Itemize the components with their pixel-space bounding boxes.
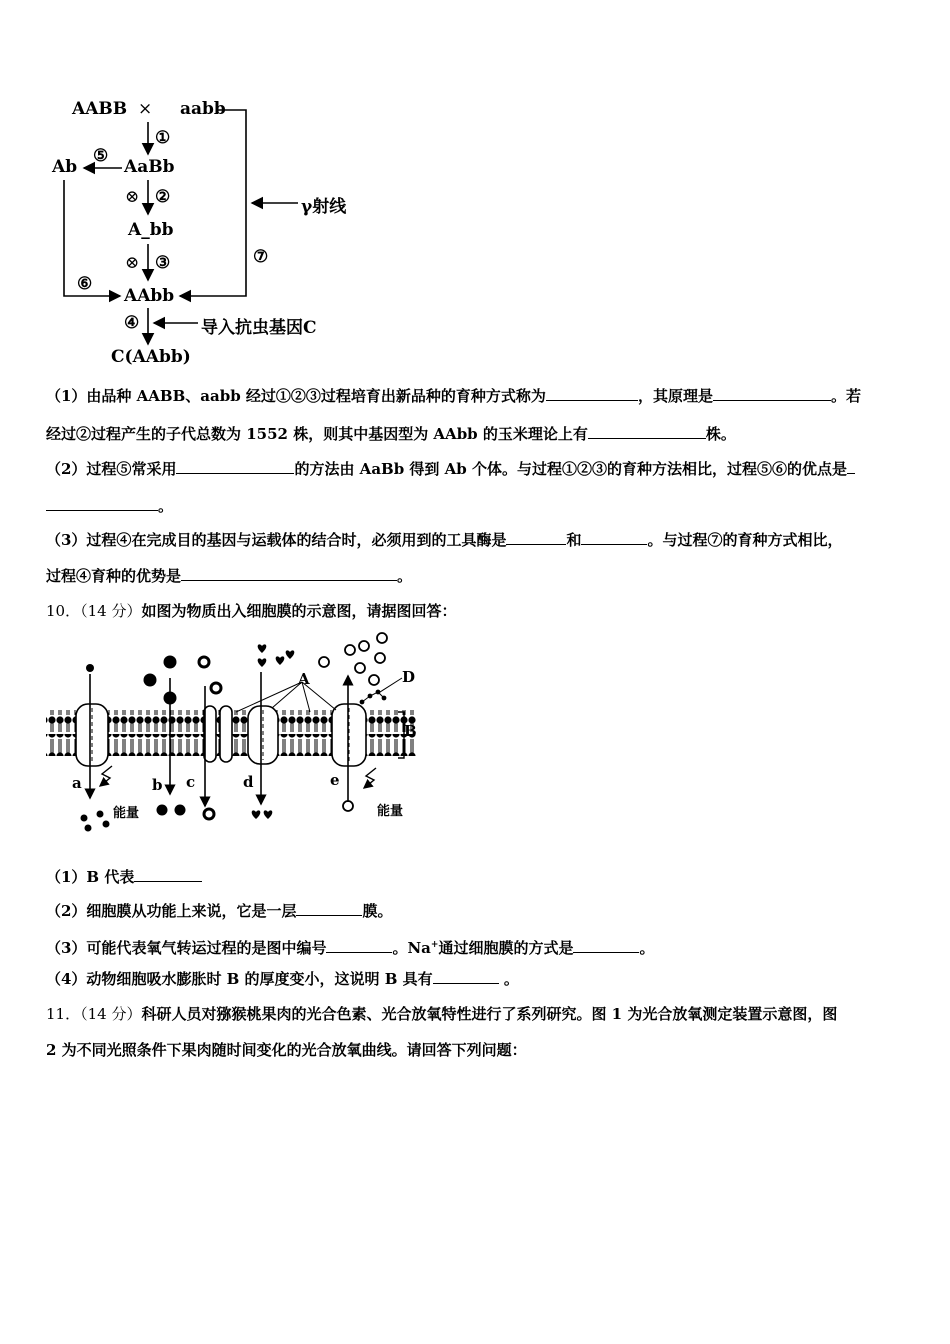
q10-part3-text-b: 。Na	[392, 939, 431, 957]
answer-blank[interactable]	[588, 424, 706, 439]
selfing-symbol-2: ⊗	[125, 253, 140, 273]
answer-blank[interactable]	[847, 459, 855, 474]
q9-part1-text-e: 株。	[705, 425, 736, 443]
q10-stem-text: 如图为物质出入细胞膜的示意图，请据图回答：	[141, 602, 457, 620]
q11-score: （14 分）	[80, 1005, 142, 1023]
genotype-aabb-f1: AaBb	[124, 157, 175, 177]
step-6-label: ⑥	[77, 274, 93, 294]
answer-blank[interactable]	[433, 969, 499, 984]
q11-stem-text-1: 科研人员对猕猴桃果肉的光合色素、光合放氧特性进行了系列研究。图 1 为光合放氧测定装置示意图，图	[141, 1005, 838, 1023]
q10-number: 10．	[46, 602, 81, 620]
label-c-process: c	[186, 773, 196, 791]
answer-blank[interactable]	[46, 496, 158, 511]
genotype-aabb-target: AAbb	[124, 286, 175, 306]
label-b-process: b	[152, 776, 163, 794]
q10-part1	[46, 867, 908, 887]
q11-number: 11．	[46, 1005, 81, 1023]
membrane-diagram-art	[40, 628, 430, 838]
na-charge: +	[430, 940, 439, 950]
answer-blank[interactable]	[713, 386, 831, 401]
answer-blank[interactable]	[181, 566, 397, 581]
q10-part2-text-a: （2）细胞膜从功能上来说，它是一层	[46, 902, 297, 920]
q11-stem-line1	[46, 1004, 908, 1024]
answer-blank[interactable]	[573, 938, 639, 953]
step-4-label: ④	[124, 313, 140, 333]
label-b-bilayer: B	[404, 722, 417, 740]
label-e-process: e	[330, 771, 340, 789]
q9-part2-text-b: 的方法由 AaBb 得到 Ab 个体。与过程①②③的育种方法相比，过程⑤⑥的优点是	[294, 460, 847, 478]
q9-part1-text-d: 经过②过程产生的子代总数为 1552 株，则其中基因型为 AAbb 的玉米理论上有	[46, 425, 588, 443]
answer-blank[interactable]	[296, 901, 362, 916]
q11-stem-text-2: 2 为不同光照条件下果肉随时间变化的光合放氧曲线。请回答下列问题：	[46, 1041, 527, 1059]
q9-part1-text-b: ，其原理是	[637, 387, 713, 405]
answer-blank[interactable]	[506, 530, 566, 545]
q9-part1-text-a: （1）由品种 AABB、aabb 经过①②③过程培育出新品种的育种方式称为	[46, 387, 546, 405]
selfing-symbol-1: ⊗	[125, 187, 140, 207]
q10-part3	[46, 935, 908, 958]
step-1-label: ①	[155, 128, 171, 148]
q10-part3-text-c: 通过细胞膜的方式是	[438, 939, 574, 957]
q9-part3-text-b: 和	[566, 531, 582, 549]
q9-part2-line1	[46, 459, 908, 479]
step-5-label: ⑤	[93, 146, 109, 166]
answer-blank[interactable]	[546, 386, 638, 401]
q10-part1-text: （1）B 代表	[46, 868, 135, 886]
q9-part2-line2	[46, 496, 908, 516]
q10-part4	[46, 969, 908, 989]
q9-part3-text-d: 过程④育种的优势是	[46, 567, 182, 585]
answer-blank[interactable]	[581, 530, 647, 545]
label-a-protein: A	[298, 670, 310, 688]
q9-part2-text-a: （2）过程⑤常采用	[46, 460, 177, 478]
energy-label-right: 能量	[377, 804, 404, 819]
q10-part3-text-d: 。	[639, 939, 655, 957]
genotype-aabb-parent: AABB	[72, 99, 128, 119]
label-d-process: d	[243, 773, 254, 791]
energy-label-left: 能量	[113, 806, 140, 821]
cross-symbol: ×	[138, 99, 153, 119]
q10-part2-text-b: 膜。	[362, 902, 393, 920]
q9-part1-line2	[46, 424, 908, 444]
step-2-label: ②	[155, 187, 171, 207]
q9-part2-text-c: 。	[158, 497, 174, 515]
q11-stem-line2	[46, 1040, 908, 1060]
q9-part3-line2	[46, 566, 908, 586]
q9-part1-text-c: 。若	[830, 387, 861, 405]
q9-part3-text-a: （3）过程④在完成目的基因与运载体的结合时，必须用到的工具酶是	[46, 531, 507, 549]
q10-part2	[46, 901, 908, 921]
q10-part4-text-b: 。	[498, 970, 519, 988]
gamma-ray-label: γ射线	[301, 197, 347, 217]
label-d-glycoprotein: D	[402, 668, 416, 686]
answer-blank[interactable]	[176, 459, 294, 474]
q9-part3-text-c: 。与过程⑦的育种方式相比，	[647, 531, 843, 549]
answer-blank[interactable]	[326, 938, 392, 953]
q10-stem	[46, 601, 908, 621]
genotype-ab: Ab	[52, 157, 78, 177]
gene-import-label: 导入抗虫基因C	[201, 318, 317, 338]
q10-part3-text-a: （3）可能代表氧气转运过程的是图中编号	[46, 939, 327, 957]
q10-part4-text-a: （4）动物细胞吸水膨胀时 B 的厚度变小，这说明 B 具有	[46, 970, 433, 988]
label-a-process: a	[72, 774, 82, 792]
answer-blank[interactable]	[134, 867, 202, 882]
q9-part3-text-e: 。	[397, 567, 413, 585]
genotype-aabb-recessive: aabb	[180, 99, 226, 119]
genotype-c-result: C(AAbb)	[111, 347, 191, 367]
q10-score: （14 分）	[80, 602, 142, 620]
step-3-label: ③	[155, 253, 171, 273]
step-7-label: ⑦	[253, 247, 269, 267]
genotype-a-bb: A_bb	[128, 220, 174, 240]
q9-part1-line1	[46, 386, 908, 406]
q9-part3-line1	[46, 530, 908, 550]
